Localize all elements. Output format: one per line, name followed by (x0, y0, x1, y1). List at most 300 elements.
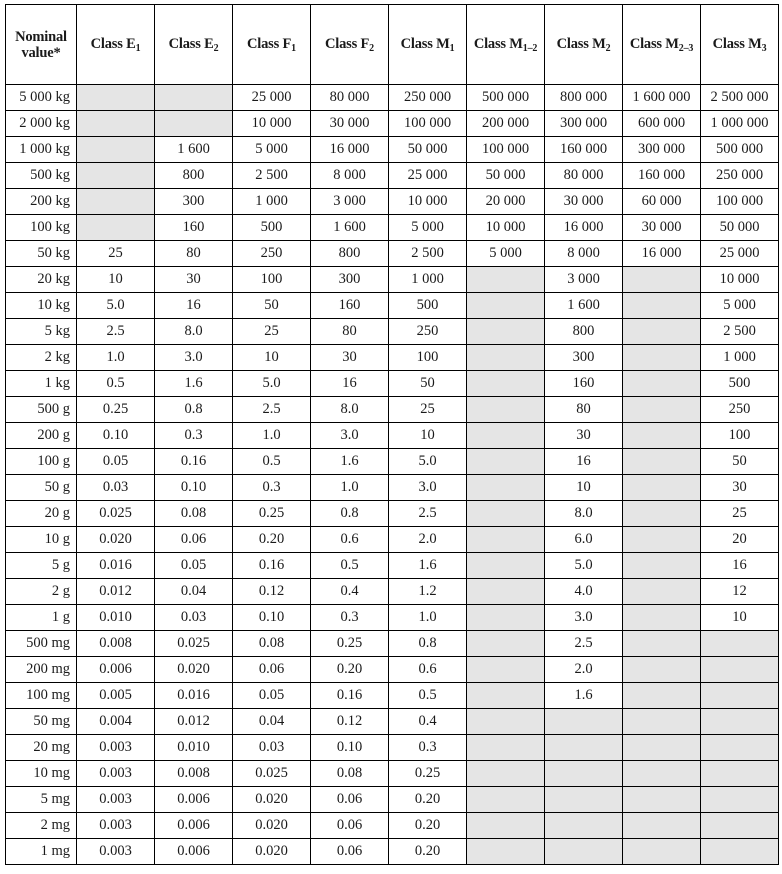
mpe-value-cell: 8.0 (155, 319, 233, 345)
mpe-value-cell: 1 600 (155, 137, 233, 163)
empty-cell (467, 319, 545, 345)
mpe-value-cell: 16 (545, 449, 623, 475)
class-e1-header: Class $E_1$ (77, 5, 155, 85)
empty-cell (467, 501, 545, 527)
empty-cell (155, 111, 233, 137)
empty-cell (467, 605, 545, 631)
mpe-value-cell: 0.8 (389, 631, 467, 657)
empty-cell (467, 423, 545, 449)
empty-cell (467, 527, 545, 553)
mpe-value-cell: 12 (701, 579, 779, 605)
nominal-value-cell: 10 mg (6, 761, 77, 787)
mpe-value-cell: 1.0 (389, 605, 467, 631)
mpe-value-cell: 0.006 (155, 787, 233, 813)
table-row (6, 137, 779, 163)
mpe-value-cell: 0.08 (233, 631, 311, 657)
mpe-value-cell: 0.20 (233, 527, 311, 553)
mpe-value-cell: 3.0 (155, 345, 233, 371)
empty-cell (467, 683, 545, 709)
mpe-value-cell: 100 (701, 423, 779, 449)
class-f2-header: Class $F_2$ (311, 5, 389, 85)
mpe-value-cell: 0.006 (77, 657, 155, 683)
mpe-value-cell: 250 000 (701, 163, 779, 189)
mpe-value-cell: 2 500 000 (701, 85, 779, 111)
mpe-value-cell: 5.0 (389, 449, 467, 475)
mpe-value-cell: 5 000 (701, 293, 779, 319)
mpe-value-cell: 160 000 (623, 163, 701, 189)
mpe-value-cell: 1 600 (545, 293, 623, 319)
mpe-value-cell: 200 000 (467, 111, 545, 137)
mpe-value-cell: 20 (701, 527, 779, 553)
mpe-value-cell: 0.06 (311, 813, 389, 839)
mpe-value-cell: 30 000 (311, 111, 389, 137)
empty-cell (77, 215, 155, 241)
empty-cell (623, 813, 701, 839)
mpe-value-cell: 0.020 (77, 527, 155, 553)
mpe-value-cell: 0.04 (233, 709, 311, 735)
mpe-value-cell: 0.5 (233, 449, 311, 475)
mpe-value-cell: 10 (701, 605, 779, 631)
table-row (6, 631, 779, 657)
empty-cell (623, 423, 701, 449)
nominal-value-cell: 500 g (6, 397, 77, 423)
mpe-value-cell: 0.25 (389, 761, 467, 787)
mpe-value-cell: 2 500 (389, 241, 467, 267)
mpe-value-cell: 1.0 (311, 475, 389, 501)
mpe-value-cell: 80 000 (545, 163, 623, 189)
mpe-value-cell: 80 (545, 397, 623, 423)
nominal-value-cell: 10 kg (6, 293, 77, 319)
empty-cell (623, 475, 701, 501)
nominal-header-line1: Nominal (15, 28, 67, 45)
mpe-value-cell: 0.05 (233, 683, 311, 709)
mpe-value-cell: 80 (155, 241, 233, 267)
empty-cell (623, 319, 701, 345)
empty-cell (623, 449, 701, 475)
empty-cell (467, 345, 545, 371)
nominal-value-cell: 50 mg (6, 709, 77, 735)
empty-cell (623, 371, 701, 397)
empty-cell (545, 761, 623, 787)
mpe-value-cell: 8 000 (311, 163, 389, 189)
table-row (6, 839, 779, 865)
empty-cell (545, 839, 623, 865)
mpe-value-cell: 1 000 (389, 267, 467, 293)
mpe-value-cell: 0.003 (77, 813, 155, 839)
nominal-value-cell: 500 mg (6, 631, 77, 657)
empty-cell (467, 475, 545, 501)
empty-cell (77, 163, 155, 189)
mpe-value-cell: 0.06 (233, 657, 311, 683)
mpe-value-cell: 160 (311, 293, 389, 319)
empty-cell (623, 657, 701, 683)
mpe-value-cell: 1 000 000 (701, 111, 779, 137)
nominal-value-cell: 100 g (6, 449, 77, 475)
mpe-value-cell: 30 (155, 267, 233, 293)
mpe-value-cell: 1.6 (155, 371, 233, 397)
table-row (6, 85, 779, 111)
empty-cell (623, 839, 701, 865)
nominal-value-cell: 1 g (6, 605, 77, 631)
mpe-value-cell: 0.020 (233, 813, 311, 839)
empty-cell (623, 267, 701, 293)
empty-cell (545, 787, 623, 813)
empty-cell (77, 111, 155, 137)
mpe-value-cell: 2.5 (77, 319, 155, 345)
mpe-value-cell: 5.0 (545, 553, 623, 579)
mpe-value-cell: 0.4 (311, 579, 389, 605)
mpe-value-cell: 10 (77, 267, 155, 293)
nominal-value-cell: 2 000 kg (6, 111, 77, 137)
mpe-value-cell: 0.16 (155, 449, 233, 475)
mpe-value-cell: 250 (701, 397, 779, 423)
mpe-value-cell: 0.05 (77, 449, 155, 475)
table-row (6, 241, 779, 267)
empty-cell (77, 189, 155, 215)
mpe-value-cell: 3.0 (389, 475, 467, 501)
mpe-value-cell: 0.006 (155, 813, 233, 839)
empty-cell (623, 553, 701, 579)
class-m1-header: Class $M_1$ (389, 5, 467, 85)
mpe-value-cell: 0.16 (233, 553, 311, 579)
class-m1-2-header: Class $M_{1-2}$ (467, 5, 545, 85)
mpe-value-cell: 10 000 (701, 267, 779, 293)
mpe-value-cell: 0.006 (155, 839, 233, 865)
empty-cell (701, 787, 779, 813)
mpe-value-cell: 8.0 (311, 397, 389, 423)
nominal-value-cell: 1 kg (6, 371, 77, 397)
mpe-value-cell: 100 000 (701, 189, 779, 215)
empty-cell (467, 761, 545, 787)
mpe-value-cell: 300 000 (623, 137, 701, 163)
mpe-value-cell: 0.03 (155, 605, 233, 631)
mpe-value-cell: 0.03 (77, 475, 155, 501)
mpe-value-cell: 16 000 (311, 137, 389, 163)
empty-cell (623, 735, 701, 761)
mpe-value-cell: 0.005 (77, 683, 155, 709)
mpe-value-cell: 0.8 (311, 501, 389, 527)
empty-cell (623, 501, 701, 527)
empty-cell (467, 735, 545, 761)
nominal-value-cell: 5 mg (6, 787, 77, 813)
mpe-value-cell: 0.012 (155, 709, 233, 735)
empty-cell (701, 683, 779, 709)
mpe-value-cell: 30 (545, 423, 623, 449)
mpe-value-cell: 0.5 (77, 371, 155, 397)
class-f1-header: Class $F_1$ (233, 5, 311, 85)
empty-cell (467, 267, 545, 293)
mpe-value-cell: 10 000 (467, 215, 545, 241)
table-row (6, 111, 779, 137)
empty-cell (623, 709, 701, 735)
mpe-value-cell: 0.008 (77, 631, 155, 657)
mpe-value-cell: 1 600 000 (623, 85, 701, 111)
table-row (6, 709, 779, 735)
empty-cell (701, 735, 779, 761)
mpe-value-cell: 160 000 (545, 137, 623, 163)
mpe-value-cell: 0.025 (77, 501, 155, 527)
mpe-value-cell: 25 (77, 241, 155, 267)
mpe-value-cell: 10 (233, 345, 311, 371)
mpe-value-cell: 1 000 (233, 189, 311, 215)
mpe-value-cell: 500 000 (467, 85, 545, 111)
mpe-value-cell: 0.20 (311, 657, 389, 683)
empty-cell (545, 709, 623, 735)
mpe-value-cell: 25 000 (389, 163, 467, 189)
mpe-value-cell: 800 (155, 163, 233, 189)
empty-cell (545, 735, 623, 761)
nominal-value-cell: 2 g (6, 579, 77, 605)
mpe-value-cell: 0.020 (233, 787, 311, 813)
mpe-value-cell: 25 (701, 501, 779, 527)
mpe-value-cell: 50 000 (467, 163, 545, 189)
empty-cell (701, 813, 779, 839)
mpe-value-cell: 0.008 (155, 761, 233, 787)
mpe-value-cell: 25 000 (233, 85, 311, 111)
nominal-value-cell: 200 mg (6, 657, 77, 683)
mpe-value-cell: 0.6 (389, 657, 467, 683)
nominal-value-cell: 200 kg (6, 189, 77, 215)
table-row (6, 423, 779, 449)
mpe-value-cell: 0.25 (311, 631, 389, 657)
nominal-value-cell: 1 mg (6, 839, 77, 865)
mpe-value-cell: 100 (233, 267, 311, 293)
mpe-value-cell: 0.10 (77, 423, 155, 449)
mpe-value-cell: 0.5 (389, 683, 467, 709)
mpe-value-cell: 160 (545, 371, 623, 397)
empty-cell (155, 85, 233, 111)
mpe-value-cell: 300 (311, 267, 389, 293)
empty-cell (623, 787, 701, 813)
mpe-value-cell: 0.3 (389, 735, 467, 761)
empty-cell (623, 345, 701, 371)
mpe-value-cell: 0.8 (155, 397, 233, 423)
nominal-value-cell: 5 000 kg (6, 85, 77, 111)
mpe-value-cell: 1.6 (545, 683, 623, 709)
mpe-value-cell: 250 (233, 241, 311, 267)
empty-cell (623, 527, 701, 553)
class-m2-3-header: Class $M_{2-3}$ (623, 5, 701, 85)
mpe-value-cell: 5.0 (77, 293, 155, 319)
mpe-value-cell: 50 000 (701, 215, 779, 241)
empty-cell (467, 657, 545, 683)
table-row (6, 683, 779, 709)
empty-cell (467, 293, 545, 319)
mpe-value-cell: 16 (701, 553, 779, 579)
mpe-value-cell: 500 (389, 293, 467, 319)
mpe-value-cell: 2.5 (233, 397, 311, 423)
mpe-value-cell: 0.06 (311, 787, 389, 813)
mpe-value-cell: 16 000 (623, 241, 701, 267)
mpe-value-cell: 2.0 (545, 657, 623, 683)
table-row (6, 761, 779, 787)
mpe-value-cell: 0.20 (389, 813, 467, 839)
nominal-value-cell: 5 g (6, 553, 77, 579)
mpe-value-cell: 0.4 (389, 709, 467, 735)
mpe-value-cell: 0.003 (77, 735, 155, 761)
mpe-value-cell: 0.06 (311, 839, 389, 865)
mpe-value-cell: 0.012 (77, 579, 155, 605)
mpe-value-cell: 1.2 (389, 579, 467, 605)
empty-cell (701, 709, 779, 735)
table-row (6, 475, 779, 501)
empty-cell (467, 553, 545, 579)
class-m2-header: Class $M_2$ (545, 5, 623, 85)
mpe-value-cell: 0.04 (155, 579, 233, 605)
empty-cell (467, 813, 545, 839)
mpe-value-cell: 250 (389, 319, 467, 345)
mpe-value-cell: 30 (311, 345, 389, 371)
table-row (6, 371, 779, 397)
mpe-value-cell: 0.20 (389, 787, 467, 813)
mpe-value-cell: 500 (233, 215, 311, 241)
nominal-value-cell: 20 kg (6, 267, 77, 293)
mpe-value-cell: 100 (389, 345, 467, 371)
table-row (6, 345, 779, 371)
table-row (6, 215, 779, 241)
table-row (6, 787, 779, 813)
mpe-value-cell: 0.12 (311, 709, 389, 735)
table-row (6, 553, 779, 579)
mpe-value-cell: 1.6 (311, 449, 389, 475)
mpe-value-cell: 0.25 (233, 501, 311, 527)
mpe-value-cell: 300 (545, 345, 623, 371)
empty-cell (623, 397, 701, 423)
empty-cell (77, 137, 155, 163)
mpe-value-cell: 0.20 (389, 839, 467, 865)
mpe-value-cell: 500 000 (701, 137, 779, 163)
table-row (6, 449, 779, 475)
mpe-value-cell: 160 (155, 215, 233, 241)
mpe-value-cell: 0.3 (233, 475, 311, 501)
mpe-value-cell: 2 500 (701, 319, 779, 345)
mpe-value-cell: 0.6 (311, 527, 389, 553)
mpe-value-cell: 25 000 (701, 241, 779, 267)
mpe-value-cell: 300 000 (545, 111, 623, 137)
mpe-value-cell: 5 000 (389, 215, 467, 241)
nominal-value-cell: 100 mg (6, 683, 77, 709)
mpe-value-cell: 800 (545, 319, 623, 345)
mpe-value-cell: 5.0 (233, 371, 311, 397)
mpe-value-cell: 4.0 (545, 579, 623, 605)
empty-cell (467, 397, 545, 423)
mpe-value-cell: 16 (155, 293, 233, 319)
mpe-value-cell: 0.003 (77, 761, 155, 787)
mpe-value-cell: 0.5 (311, 553, 389, 579)
empty-cell (467, 449, 545, 475)
nominal-value-cell: 20 mg (6, 735, 77, 761)
mpe-value-cell: 16 (311, 371, 389, 397)
mpe-value-cell: 80 000 (311, 85, 389, 111)
mpe-value-cell: 1.6 (389, 553, 467, 579)
mpe-value-cell: 50 (701, 449, 779, 475)
mpe-value-cell: 0.003 (77, 839, 155, 865)
table-body (6, 85, 779, 865)
mpe-value-cell: 0.16 (311, 683, 389, 709)
mpe-value-cell: 0.03 (233, 735, 311, 761)
mpe-value-cell: 0.3 (155, 423, 233, 449)
nominal-value-header (6, 5, 77, 85)
table-row (6, 657, 779, 683)
mpe-value-cell: 5 000 (233, 137, 311, 163)
empty-cell (701, 761, 779, 787)
mpe-value-cell: 10 (545, 475, 623, 501)
empty-cell (467, 631, 545, 657)
mpe-value-cell: 3.0 (311, 423, 389, 449)
table-row (6, 735, 779, 761)
mpe-value-cell: 0.020 (233, 839, 311, 865)
nominal-value-cell: 2 mg (6, 813, 77, 839)
header-row (6, 5, 779, 85)
mpe-value-cell: 0.25 (77, 397, 155, 423)
empty-cell (701, 839, 779, 865)
mpe-value-cell: 0.004 (77, 709, 155, 735)
mpe-value-cell: 1 600 (311, 215, 389, 241)
mpe-value-cell: 0.003 (77, 787, 155, 813)
mpe-value-cell: 0.025 (233, 761, 311, 787)
nominal-value-cell: 10 g (6, 527, 77, 553)
mpe-value-cell: 25 (233, 319, 311, 345)
mpe-value-cell: 250 000 (389, 85, 467, 111)
empty-cell (467, 839, 545, 865)
mpe-value-cell: 8 000 (545, 241, 623, 267)
mpe-value-cell: 80 (311, 319, 389, 345)
mpe-value-cell: 50 (389, 371, 467, 397)
mpe-value-cell: 300 (155, 189, 233, 215)
mpe-value-cell: 0.10 (155, 475, 233, 501)
mpe-value-cell: 30 000 (623, 215, 701, 241)
mpe-value-cell: 800 000 (545, 85, 623, 111)
mpe-value-cell: 0.10 (233, 605, 311, 631)
table-row (6, 605, 779, 631)
mpe-value-cell: 500 (701, 371, 779, 397)
mpe-value-cell: 10 000 (389, 189, 467, 215)
empty-cell (623, 293, 701, 319)
mpe-value-cell: 2.0 (389, 527, 467, 553)
mpe-value-cell: 25 (389, 397, 467, 423)
empty-cell (623, 605, 701, 631)
mpe-value-cell: 6.0 (545, 527, 623, 553)
empty-cell (467, 709, 545, 735)
nominal-value-cell: 1 000 kg (6, 137, 77, 163)
mpe-value-cell: 0.12 (233, 579, 311, 605)
nominal-value-cell: 50 g (6, 475, 77, 501)
empty-cell (467, 787, 545, 813)
empty-cell (701, 657, 779, 683)
mpe-value-cell: 1.0 (77, 345, 155, 371)
nominal-value-cell: 2 kg (6, 345, 77, 371)
empty-cell (77, 85, 155, 111)
mpe-value-cell: 3 000 (545, 267, 623, 293)
mpe-value-cell: 30 (701, 475, 779, 501)
mpe-value-cell: 0.010 (155, 735, 233, 761)
mpe-value-cell: 10 000 (233, 111, 311, 137)
empty-cell (623, 761, 701, 787)
mpe-value-cell: 50 000 (389, 137, 467, 163)
empty-cell (467, 579, 545, 605)
nominal-header-line2: value* (21, 44, 61, 61)
mpe-value-cell: 20 000 (467, 189, 545, 215)
mpe-value-cell: 2.5 (389, 501, 467, 527)
table-row (6, 501, 779, 527)
table-row (6, 319, 779, 345)
mpe-value-cell: 600 000 (623, 111, 701, 137)
nominal-value-cell: 200 g (6, 423, 77, 449)
empty-cell (701, 631, 779, 657)
mpe-value-cell: 0.10 (311, 735, 389, 761)
mpe-value-cell: 0.05 (155, 553, 233, 579)
empty-cell (623, 579, 701, 605)
